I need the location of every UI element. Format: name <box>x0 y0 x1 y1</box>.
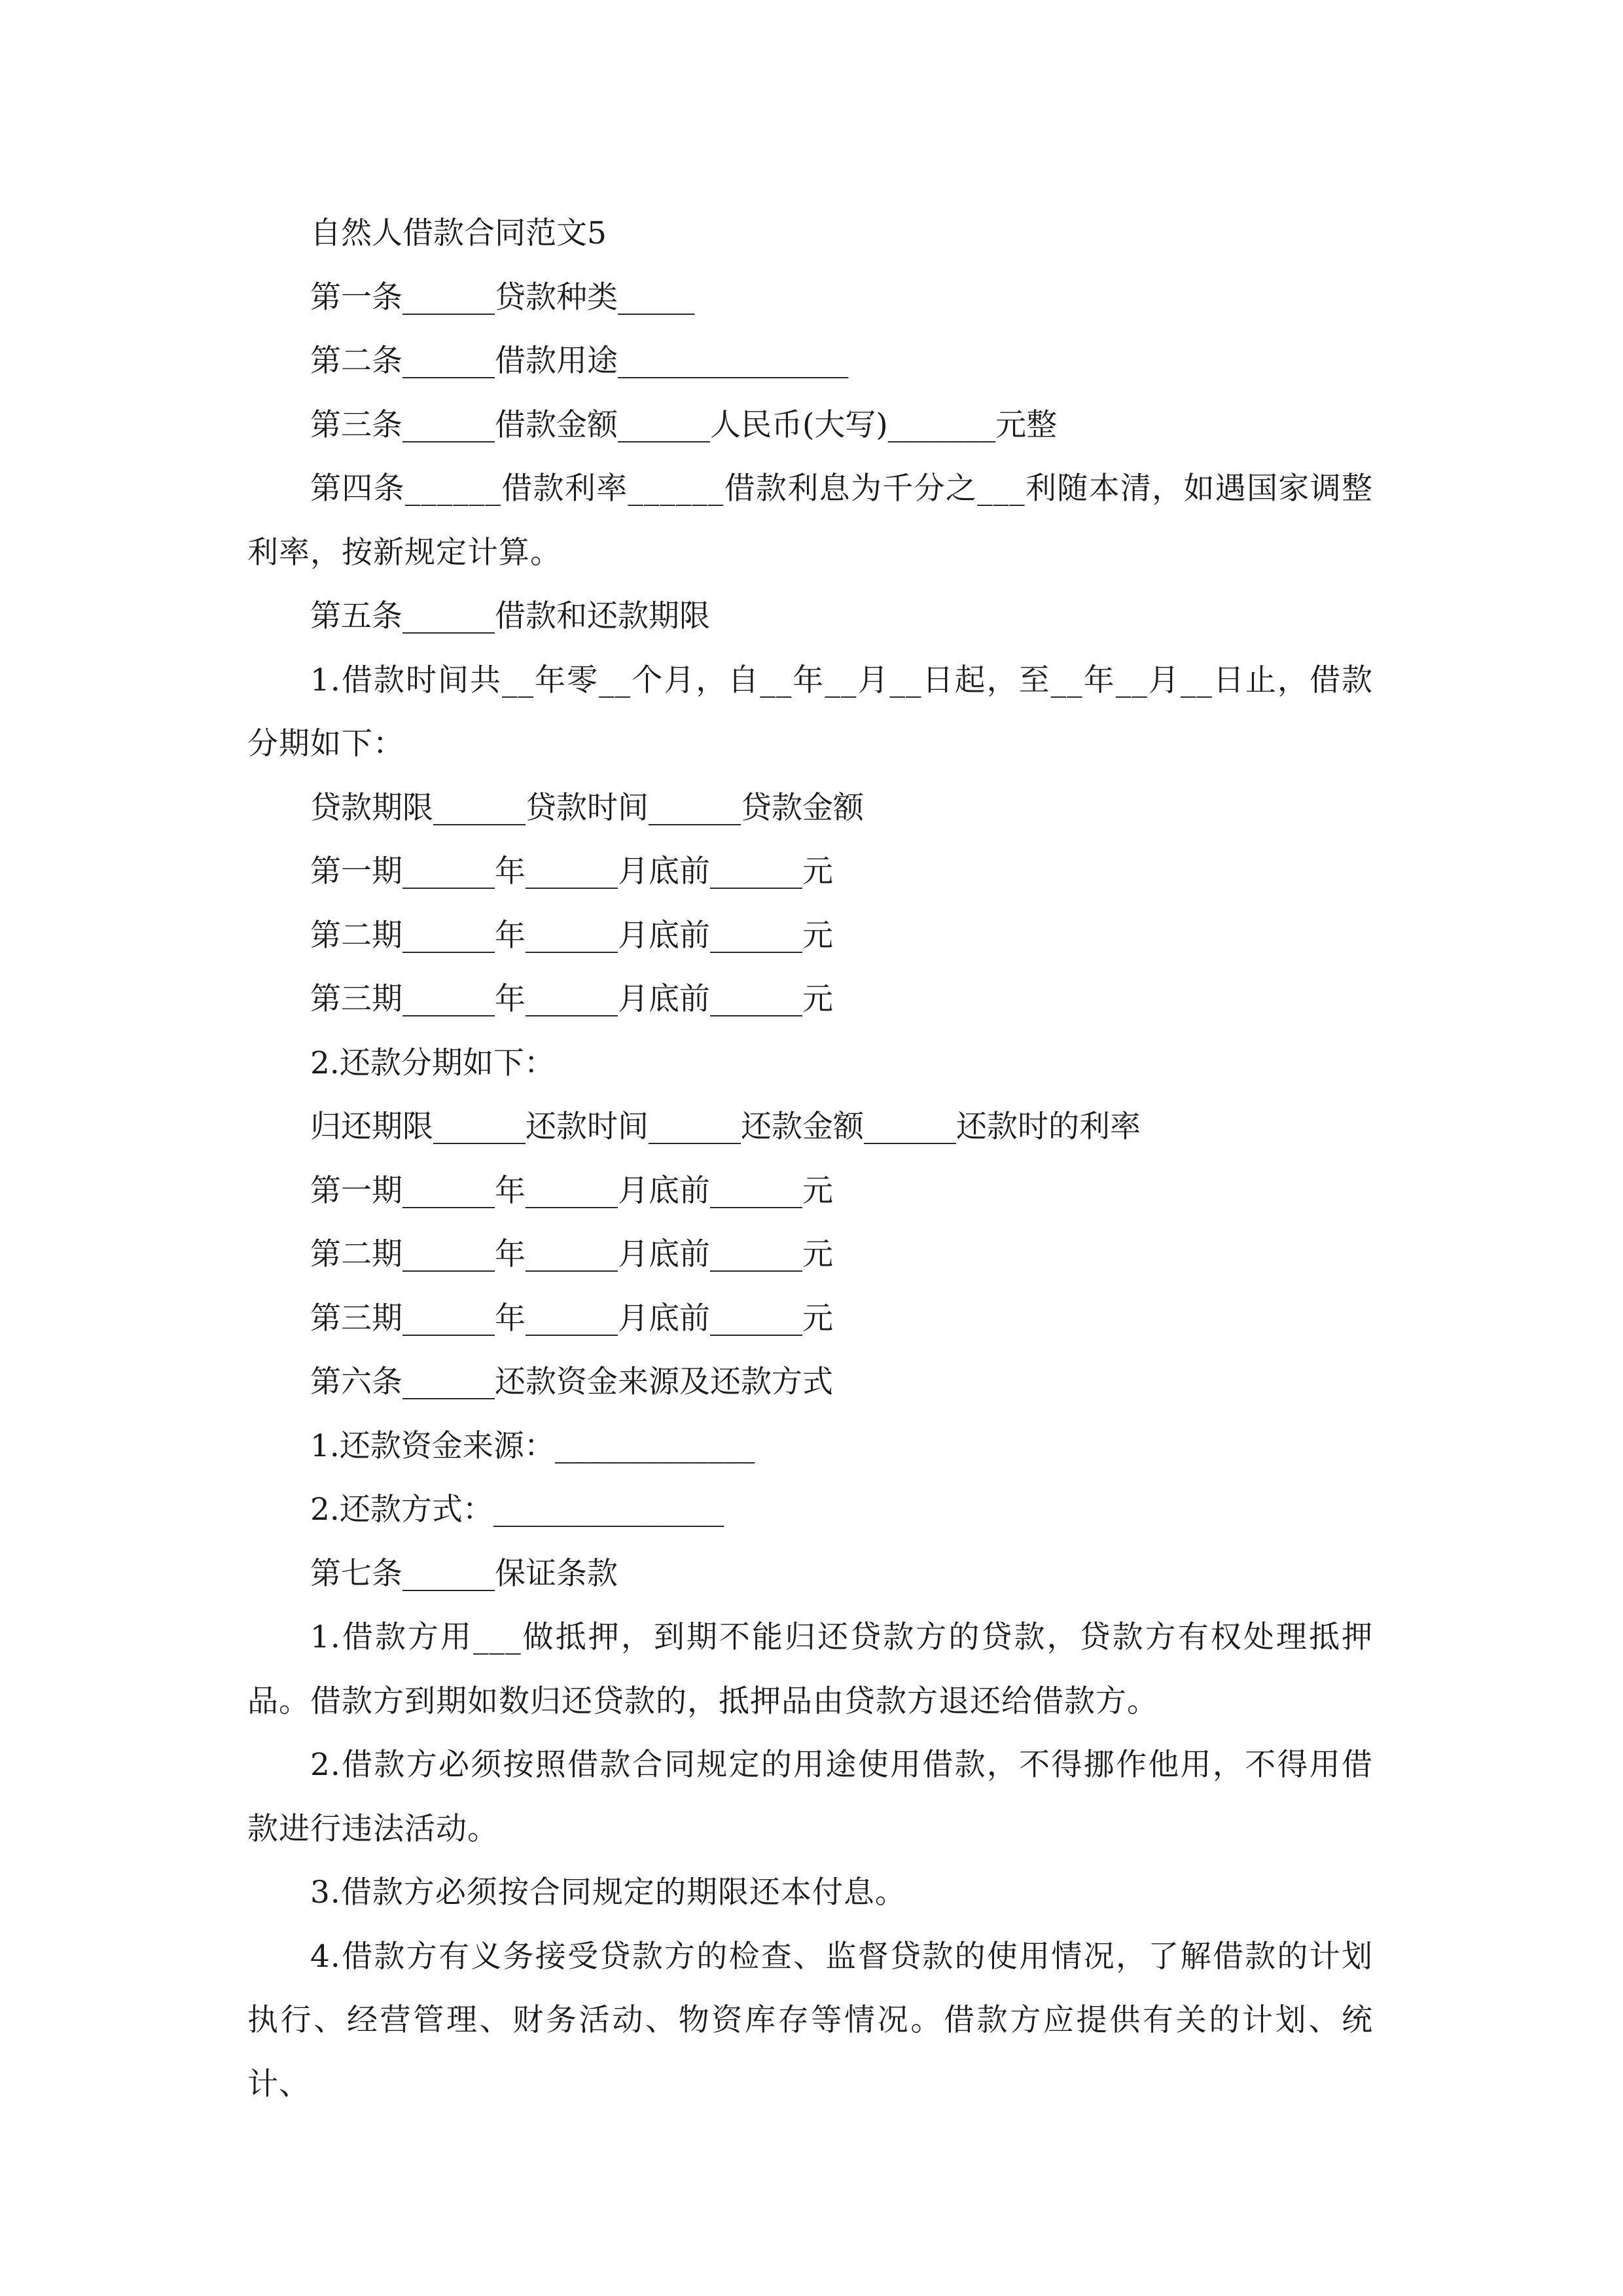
loan-schedule-row: 第二期______年______月底前______元 <box>310 917 833 954</box>
document-title: 自然人借款合同范文5 <box>310 215 607 251</box>
document-body <box>247 202 1373 2116</box>
guarantee-clause-4: 4.借款方有义务接受贷款方的检查、监督贷款的使用情况，了解借款的计划执行、经营管理、财务活动、物资库存等情况。借款方应提供有关的计划、统计、 <box>247 1938 1373 2102</box>
article-1: 第一条______贷款种类_____ <box>310 279 695 315</box>
guarantee-clause-1: 1.借款方用___做抵押，到期不能归还贷款方的贷款，贷款方有权处理抵押品。借款方到期如数归还贷款的，抵押品由贷款方退还给借款方。 <box>247 1619 1373 1719</box>
article-7: 第七条______保证条款 <box>310 1555 618 1592</box>
loan-period-clause: 1.借款时间共__年零__个月，自__年__月__日起，至__年__月__日止，借款分期如下： <box>247 662 1373 762</box>
repayment-heading: 2.还款分期如下： <box>310 1045 555 1081</box>
repayment-schedule-header: 归还期限______还款时间______还款金额______还款时的利率 <box>310 1109 1141 1145</box>
repayment-schedule-row: 第三期______年______月底前______元 <box>310 1300 833 1336</box>
repayment-method: 2.还款方式：_______________ <box>310 1492 724 1528</box>
article-4: 第四条______借款利率______借款利息为千分之___利随本清，如遇国家调整利率，按新规定计算。 <box>247 471 1373 571</box>
guarantee-clause-3: 3.借款方必须按合同规定的期限还本付息。 <box>310 1874 906 1910</box>
article-2: 第二条______借款用途_______________ <box>310 343 849 379</box>
article-5: 第五条______借款和还款期限 <box>310 598 710 634</box>
article-3: 第三条______借款金额______人民币(大写)_______元整 <box>310 406 1058 443</box>
loan-schedule-header: 贷款期限______贷款时间______贷款金额 <box>310 789 864 826</box>
article-6: 第六条______还款资金来源及还款方式 <box>310 1364 833 1400</box>
repayment-schedule-row: 第二期______年______月底前______元 <box>310 1236 833 1272</box>
loan-schedule-row: 第三期______年______月底前______元 <box>310 981 833 1017</box>
guarantee-clause-2: 2.借款方必须按照借款合同规定的用途使用借款，不得挪作他用，不得用借款进行违法活动。 <box>247 1747 1373 1847</box>
loan-schedule-row: 第一期______年______月底前______元 <box>310 853 833 889</box>
repayment-schedule-row: 第一期______年______月底前______元 <box>310 1172 833 1209</box>
repayment-source: 1.还款资金来源：_____________ <box>310 1427 755 1464</box>
